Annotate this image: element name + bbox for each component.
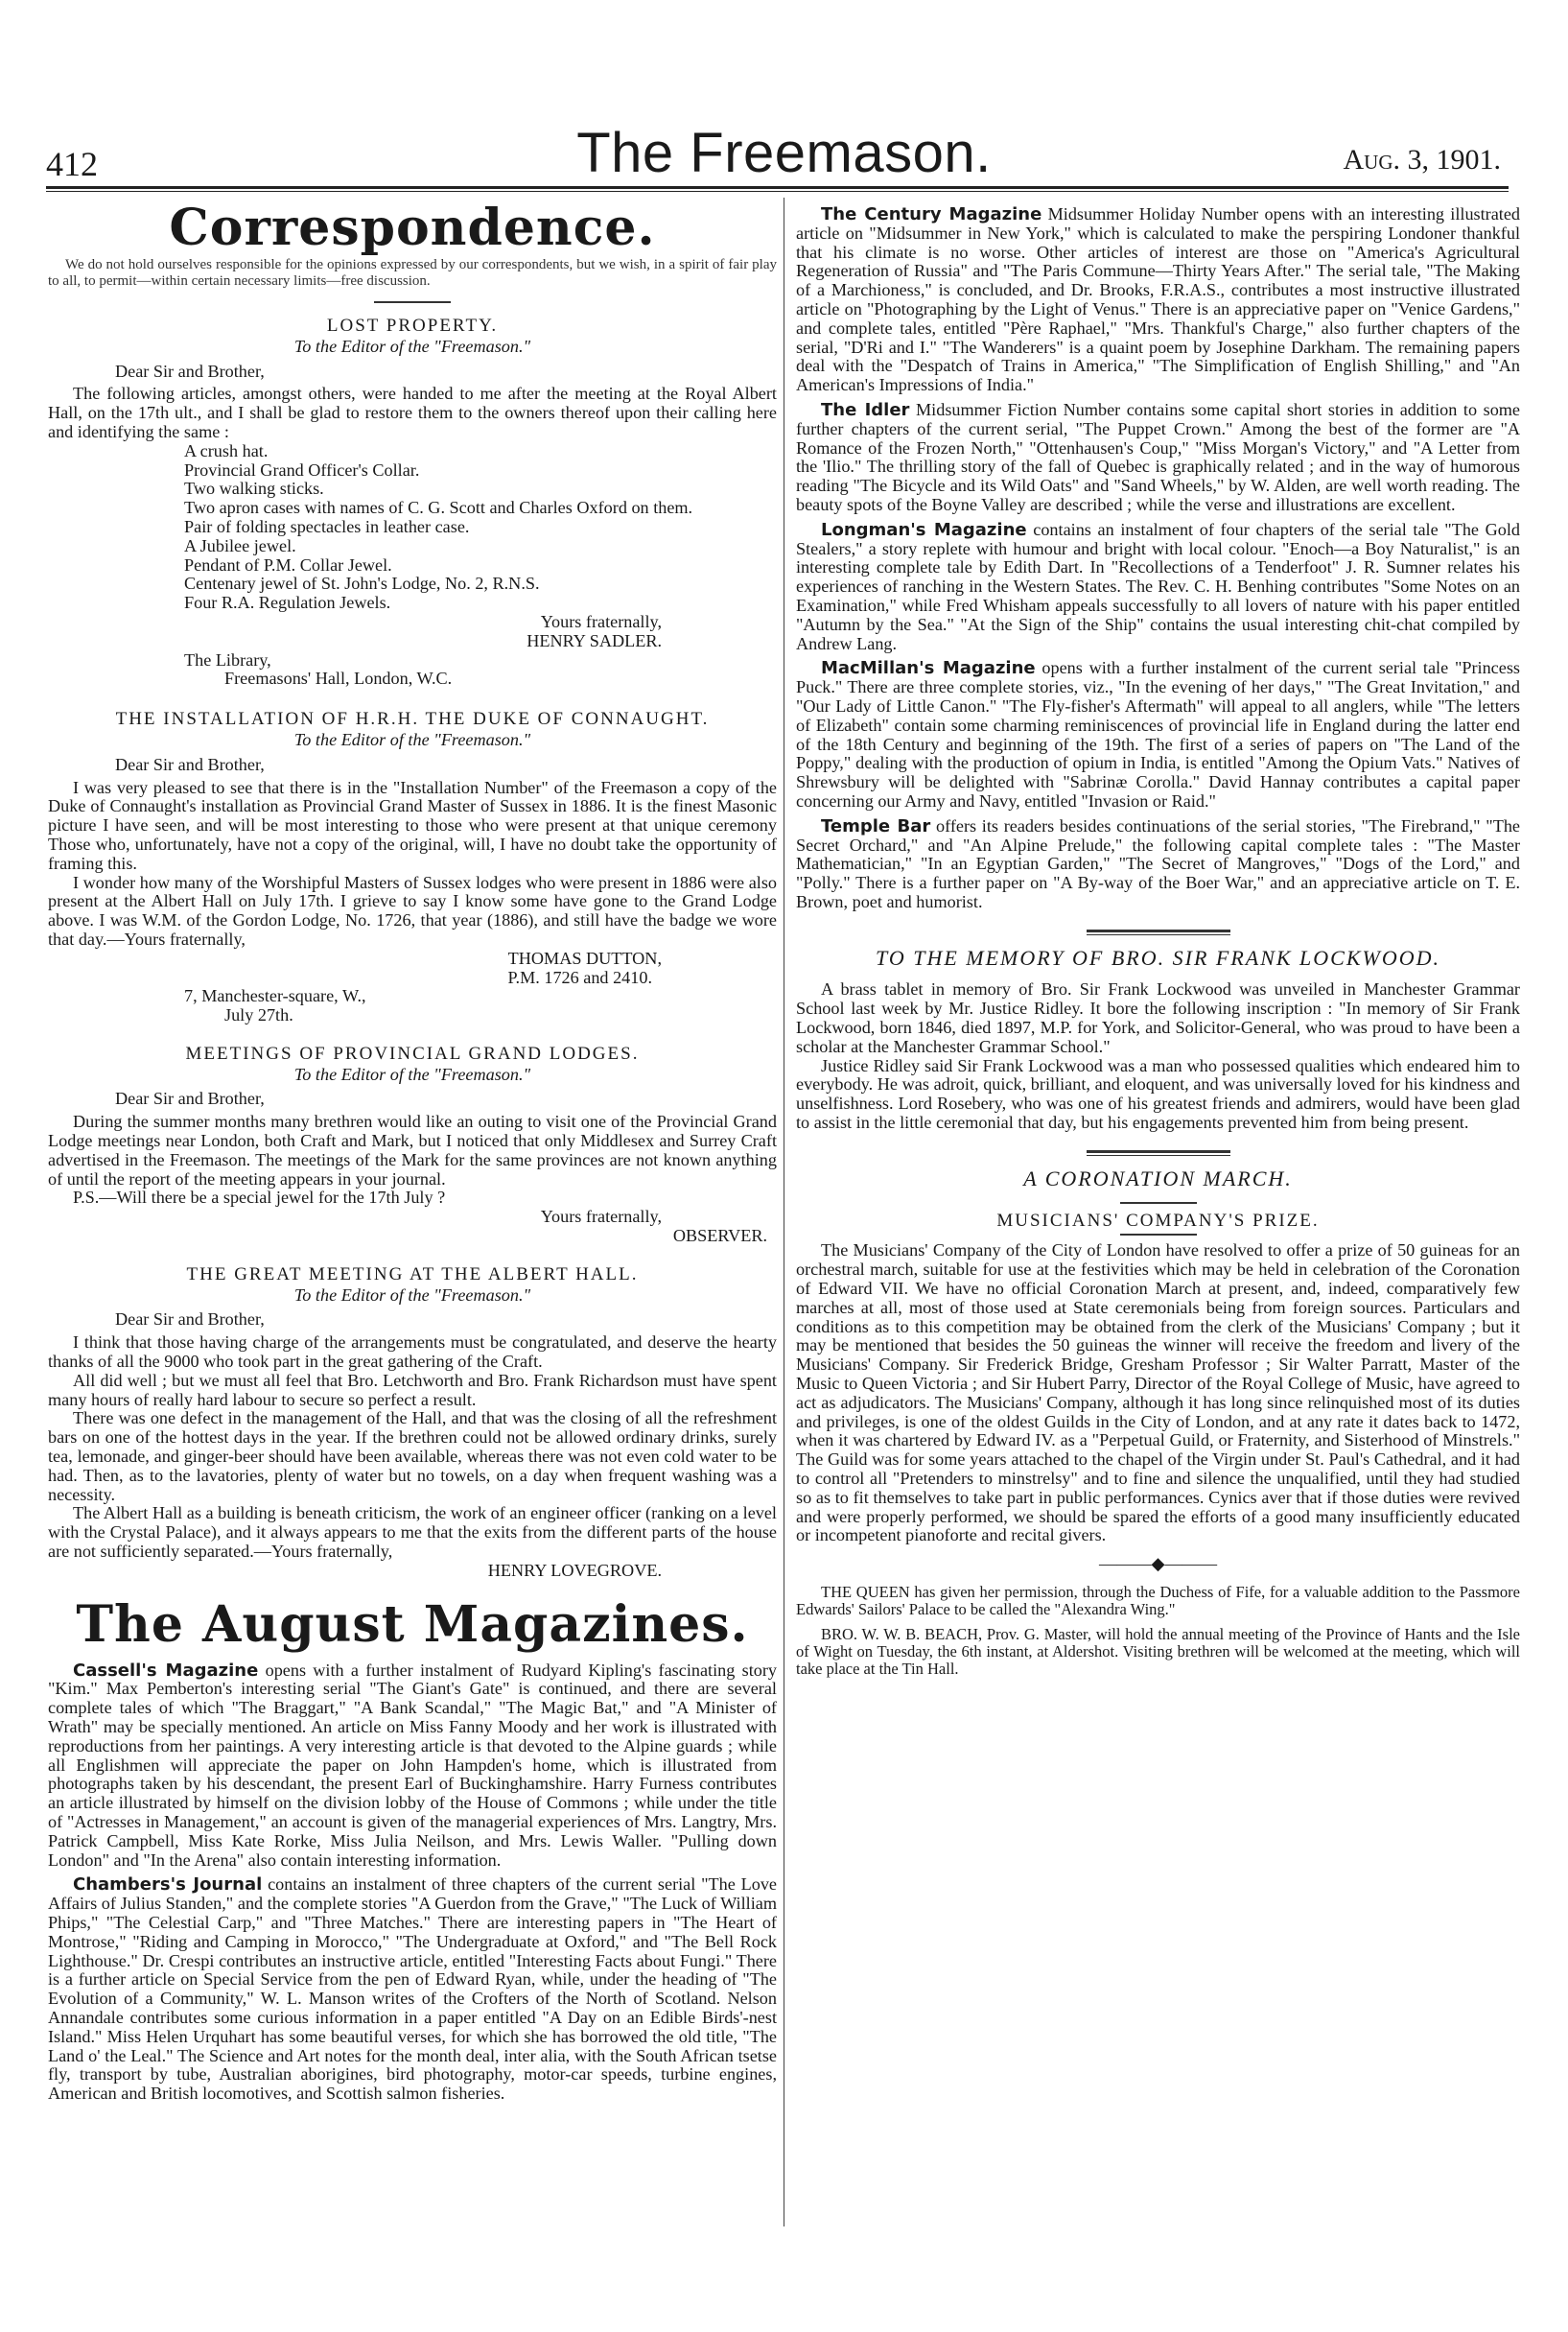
coronation-body: The Musicians' Company of the City of London have resolved to offer a prize of 50 guineas for an orchestral march, suitable for use at the festivities which may be held in celebration of the Coronation of Edward VII. We have no official Coronation March at present, and, indeed, comparatively few marches at all, most of those used at State ceremonials being from foreign sources. Particulars and conditions as to this competition may be obtained from the clerk of the Musicians' Company ; but it may be mentioned that besides the 50 guineas the winner will receive the freedom and livery of the Musicians' Company. Sir Frederick Bridge, Gresham Professor ; Sir Walter Parratt, Master of the Music to Queen Victoria ; and Sir Hubert Parry, Director of the Royal College of Music, have agreed to act as adjudicators. The Musicians' Company, although it has long since relinquished most of its duties and privileges, is one of the oldest Guilds in the City of London, and at any rate it dates back to 1472, when it was chartered by Edward IV. as a "Perpetual Guild, or Fraternity, and Sisterhood of Minstrels." The Guild was for some years attached to the chapel of the Virgin under St. Paul's Cathedral, and it had to control all "Pretenders to minstrelsy" and to fine and silence the unqualified, until they had studied so as to fit themselves to take part in public performances. Cynics aver that if those duties were revived and were properly performed, we should be spared the efforts of a good many insufficiently educated or incompetent pianoforte and recital givers. — [796, 1240, 1520, 1545]
letter-addressee: To the Editor of the "Freemason." — [293, 1064, 531, 1084]
magazine-name: MacMillan's Magazine — [821, 658, 1036, 679]
magazine-text: Midsummer Holiday Number opens with an interesting illustrated article on "Midsummer in New York," which is calculated to make the perspiring Londoner thankful that his climate is no worse. Other articles of interest are those on "America's Agricultural Regeneration of Russia" and "The Paris Commune—Thirty Years After." The serial tale, "The Making of a Marchioness," is concluded, and Dr. Brooks, F.R.A.S., contributes a most instructive illustrated article on "Photographing by the Light of Venus." There is an appreciative paper on "Venice Gardens," and complete tales, entitled "Père Raphael," "Mrs. Thankful's Charge," also further chapters of the serial, "D'Ri and I." "The Wanderers" is a quaint poem by Josephine Darkham. The remaining papers deal with the "Despatch of Trains in America," "The Simplification of English Shilling," and "An American's Impressions of India." — [796, 204, 1521, 395]
letter-title: THE GREAT MEETING AT THE ALBERT HALL. — [186, 1263, 639, 1284]
list-item: Two walking sticks. — [184, 479, 324, 499]
page-number: 412 — [46, 145, 98, 183]
list-item: A Jubilee jewel. — [184, 535, 296, 555]
letter-paragraph: The Albert Hall as a building is beneath criticism, the work of an engineer officer (ranking on a level with the Crystal Palace), and it always appears to me that the exits from the different parts of the house are not sufficiently separated.—Yours fraternally, — [48, 1503, 777, 1562]
magazine-entry — [796, 817, 1520, 912]
magazine-text: offers its readers besides continuations of the serial stories, "The Firebrand," "The Secret Orchard," and "An Alpine Prelude," the following capital complete tales : "The Master Mathematician," "In an Egyptian Garden," "The Secret of Mangroves," "Dogs of the Lord," and "Polly." There is a further paper on "A By-way of the Boer War," and an appreciative article on T. E. Brown, poet and humorist. — [796, 815, 1521, 911]
letter-title: THE INSTALLATION OF H.R.H. THE DUKE OF CONNAUGHT. — [115, 709, 710, 730]
letter-closing: Yours fraternally, — [540, 611, 662, 631]
magazines-heading: The August Magazines. — [76, 1594, 749, 1654]
right-column — [796, 200, 1520, 1678]
magazine-entry — [48, 1661, 777, 1871]
letter-greeting: Dear Sir and Brother, — [115, 361, 265, 381]
magazine-entry — [796, 521, 1520, 654]
ornament-divider: ———◆——— — [1098, 1554, 1218, 1574]
letter-addressee: To the Editor of the "Freemason." — [293, 729, 531, 749]
magazine-name: Cassell's Magazine — [73, 1660, 259, 1681]
magazine-name: The Idler — [821, 399, 910, 420]
list-item: Provincial Grand Officer's Collar. — [184, 459, 420, 480]
letter-greeting: Dear Sir and Brother, — [115, 1309, 265, 1330]
letter-signature-line2: P.M. 1726 and 2410. — [507, 967, 652, 987]
left-column — [48, 200, 777, 2104]
list-item: A crush hat. — [184, 440, 269, 460]
letter-postscript: P.S.—Will there be a special jewel for the 17th July ? — [73, 1188, 446, 1208]
lockwood-paragraph: Justice Ridley said Sir Frank Lockwood was a man who possessed qualities which endeared him to everybody. He was adroit, quick, brilliant, and eloquent, and was universally loved for his kindness and unselfishness. Lord Rosebery, who was one of his greatest friends and admirers, would have been glad to assist in the little ceremonial that day, but his engagements prevented him from being present. — [796, 1055, 1520, 1133]
lockwood-heading: TO THE MEMORY OF BRO. SIR FRANK LOCKWOOD. — [875, 945, 1441, 970]
magazine-text: Midsummer Fiction Number contains some capital short stories in addition to some further chapters of the current serial, "The Puppet Crown." Among the best of the former are "A Romance of the Frozen North," "Ottenhausen's Coup," "Miss Morgan's Victory," and "A Letter from the 'Ilio." The thrilling story of the fall of Quebec is graphically related ; and in the way of humorous reading "The Bicycle and its Wild Oats" and "Sand Wheels," by W. Alden, are well worth reading. The beauty spots of the Boyne Valley are described ; while the verse and illustrations are excellent. — [796, 399, 1521, 514]
letter-paragraph: I think that those having charge of the arrangements must be congratulated, and deserve the hearty thanks of all the 9000 who took part in the great gathering of the Craft. — [48, 1332, 777, 1372]
coronation-subheading: MUSICIANS' COMPANY'S PRIZE. — [996, 1210, 1320, 1231]
magazine-text: contains an instalment of three chapters of the current serial "The Love Affairs of Julius Standen," and the complete stories "A Guerdon from the Grave," "The Luck of William Phips," "The Celestial Carp," and "Three Matches." There are interesting papers in "The Heart of Montrose," "Riding and Camping in Morocco," "The Undergraduate at Oxford," and "The Bell Rock Lighthouse." Dr. Crespi contributes an instructive article, entitled "Interesting Facts about Fungi." There is a further article on Special Service from the pen of Edward Ryan, while, under the heading of "The Evolution of a Community," W. L. Manson writes of the Crofters of the North of Scotland. Nelson Annandale contributes some curious information in a paper entitled "A Day on an Edible Birds'-nest Island." Miss Helen Urquhart has some beautiful verses, for which she has borrowed the old title, "The Land o' the Leal." The Science and Art notes for the month deal, inter alia, with the South African tsetse fly, transport by tube, Australian aborigines, bird photography, motor-car speeds, turbine engines, American and British locomotives, and Scottish salmon fisheries. — [48, 1874, 778, 2104]
divider — [374, 301, 451, 303]
letter-paragraph: I wonder how many of the Worshipful Masters of Sussex lodges who were present in 1886 were also present at the Albert Hall on July 17th. I grieve to say I know some have gone to the Grand Lodge above. I was W.M. of the Gordon Lodge, No. 1726, that year (1886), and still have the badge we wore that day.—Yours fraternally, — [48, 872, 777, 949]
divider — [1120, 1202, 1197, 1204]
magazine-entry — [48, 1875, 777, 2104]
magazine-entry — [796, 659, 1520, 811]
letter-paragraph: All did well ; but we must all feel that Bro. Letchworth and Bro. Frank Richardson must have spent many hours of really hard labour to secure so perfect a result. — [48, 1370, 777, 1409]
letter-title: MEETINGS OF PROVINCIAL GRAND LODGES. — [185, 1043, 640, 1064]
masthead-title: The Freemason. — [576, 122, 992, 184]
letter-address: July 27th. — [224, 1005, 293, 1025]
letter-title: LOST PROPERTY. — [326, 316, 499, 336]
list-item: Centenary jewel of St. John's Lodge, No. 2, R.N.S. — [184, 574, 540, 594]
magazine-name: Temple Bar — [821, 815, 931, 836]
magazine-text: contains an instalment of four chapters of the serial tale "The Gold Stealers," a story replete with humour and bright with local colour. "Enoch—a Boy Naturalist," is an interesting complete tale by Edith Dart. In "Recollections of a Tenderfoot" J. R. Sumner relates his experiences of ranching in the Western States. The Rev. C. H. Benhing contributes "Some Notes on an Examination," while Fred Whisham appeals successfully to all lovers of nature with his paper entitled "Autumn by the Sea." "At the Sign of the Ship" contains the usual interesting chit-chat compiled by Andrew Lang. — [796, 519, 1521, 653]
news-note: THE QUEEN has given her permission, through the Duchess of Fife, for a valuable addition to the Passmore Edwards' Sailors' Palace to be called the "Alexandra Wing." — [796, 1583, 1520, 1618]
magazine-name: Chambers's Journal — [73, 1874, 263, 1896]
magazine-name: The Century Magazine — [821, 204, 1042, 224]
letter-addressee: To the Editor of the "Freemason." — [293, 336, 531, 356]
coronation-heading: A CORONATION MARCH. — [1023, 1166, 1293, 1190]
letter-greeting: Dear Sir and Brother, — [115, 1089, 265, 1109]
letter-paragraph: There was one defect in the management of the Hall, and that was the closing of all the refreshment bars on one of the hottest days in the year. If the brethren could not be allowed ordinary drinks, surely tea, lemonade, and ginger-beer should have been available, whereas there was not even cold water to be had. Then, as to the lavatories, plenty of water but no towels, on a day when frequent washing was a necessity. — [48, 1408, 777, 1504]
letter-addressee: To the Editor of the "Freemason." — [293, 1284, 531, 1305]
header-rule-thin — [46, 191, 1509, 192]
letter-paragraph: I was very pleased to see that there is in the "Installation Number" of the Freemason a copy of the Duke of Connaught's installation as Provincial Grand Master of Sussex in 1886. It is the finest Masonic picture I have seen, and will be most interesting to those who were present at that unique ceremony Those who, unfortunately, have not a copy of the original, will, I have no doubt take the opportunity of framing this. — [48, 777, 777, 873]
list-item: Pendant of P.M. Collar Jewel. — [184, 554, 392, 575]
letter-body: During the summer months many brethren would like an outing to visit one of the Provincial Grand Lodge meetings near London, both Craft and Mark, but I noticed that only Middlesex and Surrey Craft advertised in the Freemason. The meetings of the Mark for the same provinces are not known anything of until the report of the meeting appears in your journal. — [48, 1112, 777, 1189]
letter-signature: OBSERVER. — [672, 1226, 767, 1246]
news-note: BRO. W. W. B. BEACH, Prov. G. Master, will hold the annual meeting of the Province of Hants and the Isle of Wight on Tuesday, the 6th instant, at Aldershot. Visiting brethren will be welcomed at the meeting, which will take place at the Tin Hall. — [796, 1625, 1520, 1678]
list-item: Four R.A. Regulation Jewels. — [184, 593, 391, 613]
issue-date: Aug. 3, 1901. — [1343, 144, 1501, 176]
letter-signature: HENRY SADLER. — [527, 630, 662, 650]
letter-body: The following articles, amongst others, were handed to me after the meeting at the Royal Albert Hall, on the 17th ult., and I shall be glad to restore them to the owners thereof upon their calling here and identifying the same : — [48, 384, 777, 441]
list-item: Two apron cases with names of C. G. Scott and Charles Oxford on them. — [184, 498, 693, 518]
lockwood-paragraph: A brass tablet in memory of Bro. Sir Frank Lockwood was unveiled in Manchester Grammar School last week by Mr. Justice Ridley. It bore the following inscription : "In memory of Sir Frank Lockwood, born 1846, died 1897, M.P. for York, and Solicitor-General, who was proud to have been a scholar at the Manchester Grammar School." — [796, 979, 1520, 1056]
divider — [1120, 1234, 1197, 1236]
magazine-name: Longman's Magazine — [821, 519, 1027, 540]
letter-address: Freemasons' Hall, London, W.C. — [224, 669, 453, 689]
magazine-text: opens with a further instalment of the current serial tale "Princess Puck." There are three complete stories, viz., "In the evening of her days," "The Great Invitation," and "Our Lady of Little Canon." "The Fly-fisher's Aftermath" will appeal to all anglers, while "The letters of Elizabeth" contain some charming reminiscences of provincial life in England during the latter end of the 18th Century and beginning of the 19th. The first of a series of papers on "The Land of the Poppy," dealing with the production of opium in India, is entitled "Among the Opium Vats." Natives of Shrewsbury will be delighted with "Sabrinæ Corolla." David Hannay contributes a capital paper concerning our Army and Navy, entitled "Invasion or Raid." — [796, 658, 1520, 811]
section-divider — [1087, 930, 1230, 935]
letter-closing: Yours fraternally, — [540, 1207, 662, 1227]
letter-address: 7, Manchester-square, W., — [184, 986, 366, 1006]
magazine-entry — [796, 205, 1520, 395]
header-rule — [46, 186, 1509, 189]
correspondence-heading: Correspondence. — [169, 199, 656, 257]
correspondence-disclaimer: We do not hold ourselves responsible for the opinions expressed by our correspondents, but we wish, in a spirit of fair play to all, to permit—within certain necessary limits—free discussion. — [48, 257, 777, 289]
lost-items-list — [48, 442, 777, 613]
letter-address: The Library, — [184, 649, 271, 670]
section-divider — [1087, 1150, 1230, 1156]
list-item: Pair of folding spectacles in leather case. — [184, 516, 470, 536]
magazine-text: opens with a further instalment of Rudyard Kipling's fascinating story "Kim." Max Pemberton's interesting serial "The Giant's Gate" is continued, and there are several complete tales of which "The Braggart," "A Bank Scandal," "The Magic Bat," and "A Minister of Wrath" may be specially mentioned. An article on Miss Fanny Moody and her work is illustrated with reproductions from her paintings. A very interesting article is that devoted to the Alpine guards ; while all Englishmen will appreciate the paper on John Hampden's home, which is illustrated from photographs taken by his descendant, the present Earl of Buckinghamshire. Harry Furness contributes an article illustrated by himself on the division lobby of the House of Commons ; while under the title of "Actresses in Management," an account is given of the managerial experiences of Mrs. Langtry, Mrs. Patrick Campbell, Miss Kate Rorke, Miss Julia Neilson, and Mrs. Lewis Waller. "Pulling down London" and "In the Arena" also contain interesting information. — [48, 1660, 777, 1870]
letter-greeting: Dear Sir and Brother, — [115, 754, 265, 774]
letter-signature: THOMAS DUTTON, — [507, 948, 662, 968]
letter-signature: HENRY LOVEGROVE. — [487, 1560, 662, 1580]
magazine-entry — [796, 401, 1520, 515]
